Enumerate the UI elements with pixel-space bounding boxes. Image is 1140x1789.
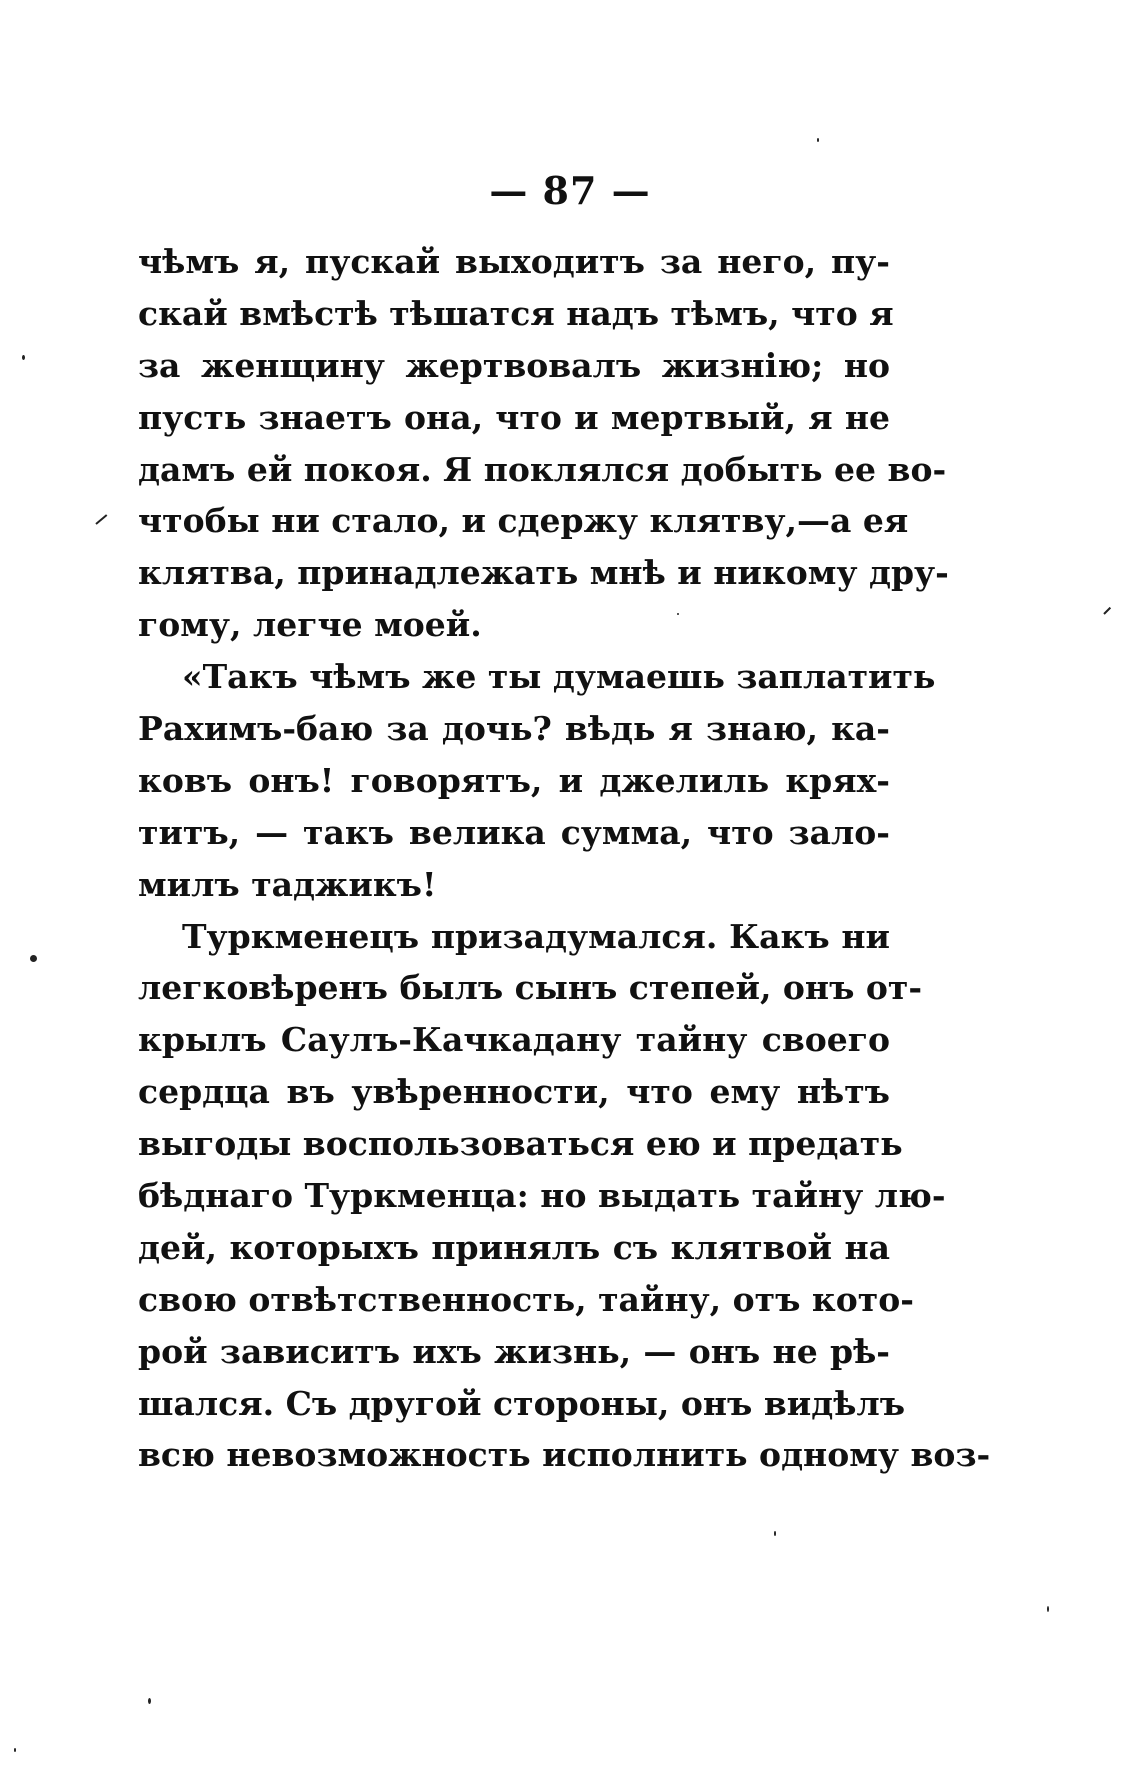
- page-number: — 87 —: [489, 168, 651, 213]
- scan-speck: [30, 955, 37, 962]
- text-line: за женщину жертвовалъ жизнію; но: [138, 345, 890, 385]
- scan-mark: [95, 514, 107, 525]
- text-line: чѣмъ я, пускай выходитъ за него, пу-: [138, 242, 890, 281]
- scan-speck: [14, 1748, 16, 1752]
- scan-speck: [817, 138, 819, 142]
- text-line: Туркменецъ призадумался. Какъ ни: [182, 916, 890, 956]
- text-line: легковѣренъ былъ сынъ степей, онъ от-: [138, 968, 923, 1008]
- text-line: выгоды воспользоваться ею и предать: [138, 1124, 903, 1164]
- body-text: [138, 236, 991, 1481]
- text-line: свою отвѣтственность, тайну, отъ кото-: [138, 1279, 914, 1319]
- scan-speck: [774, 1531, 776, 1536]
- text-line: Рахимъ-баю за дочь? вѣдь я знаю, ка-: [138, 709, 890, 749]
- scan-speck: [677, 613, 679, 615]
- text-line: клятва, принадлежать мнѣ и никому дру-: [138, 553, 949, 593]
- scan-speck: [22, 355, 25, 360]
- text-line: милъ таджикъ!: [138, 864, 437, 904]
- text-line: чтобы ни стало, и сдержу клятву,—а ея: [138, 501, 909, 541]
- text-line: скай вмѣстѣ тѣшатся надъ тѣмъ, что я: [138, 293, 894, 333]
- text-line: гому, легче моей.: [138, 605, 482, 645]
- text-line: ковъ онъ! говорятъ, и джелиль крях-: [138, 760, 890, 800]
- scan-speck: [1047, 1606, 1049, 1612]
- text-line: бѣднаго Туркменца: но выдать тайну лю-: [138, 1176, 946, 1216]
- scan-mark: [1103, 607, 1111, 615]
- text-line: сердца въ увѣренности, что ему нѣтъ: [138, 1072, 890, 1112]
- text-line: «Такъ чѣмъ же ты думаешь заплатить: [182, 657, 936, 697]
- text-line: рой зависитъ ихъ жизнь, — онъ не рѣ-: [138, 1331, 890, 1371]
- scan-speck: [148, 1698, 151, 1704]
- text-line: титъ, — такъ велика сумма, что зало-: [138, 812, 890, 852]
- text-line: пусть знаетъ она, что и мертвый, я не: [138, 397, 890, 437]
- text-line: крылъ Саулъ-Качкадану тайну своего: [138, 1020, 890, 1060]
- text-line: дей, которыхъ принялъ съ клятвой на: [138, 1227, 890, 1267]
- text-line: шался. Съ другой стороны, онъ видѣлъ: [138, 1383, 906, 1423]
- text-line: дамъ ей покоя. Я поклялся добыть ее во-: [138, 449, 947, 489]
- text-line: всю невозможность исполнить одному воз-: [138, 1435, 991, 1475]
